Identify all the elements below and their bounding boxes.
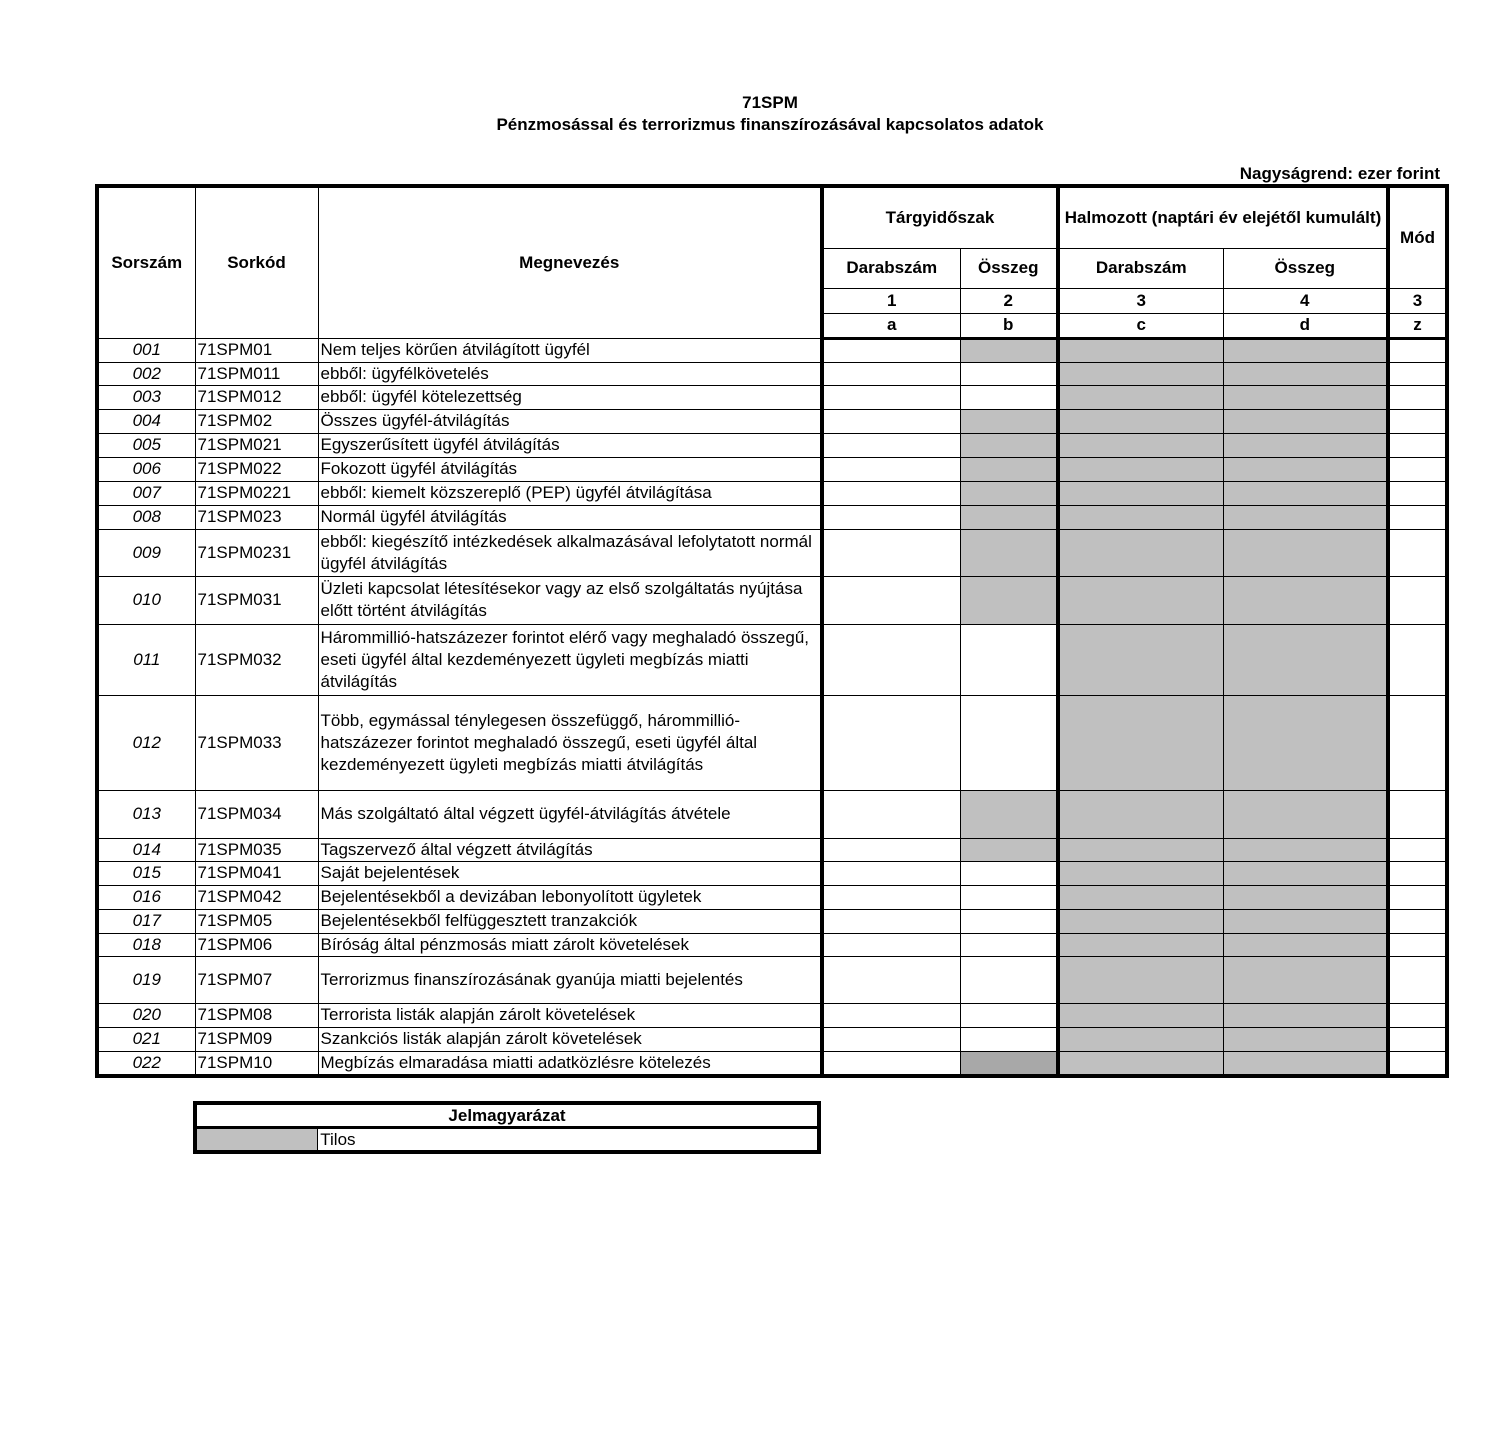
cell-halm-darabszam: [1058, 385, 1223, 409]
cell-targy-darabszam[interactable]: [822, 1051, 960, 1076]
row-name: Bejelentésekből felfüggesztett tranzakciók: [318, 909, 822, 933]
table-row: [97, 433, 1447, 457]
table-row: [97, 529, 1447, 576]
row-code: 71SPM06: [195, 933, 318, 956]
cell-mod[interactable]: [1388, 838, 1447, 861]
cell-halm-darabszam: [1058, 576, 1223, 624]
row-number: 016: [97, 885, 195, 909]
cell-targy-osszeg[interactable]: [960, 956, 1058, 1003]
cell-halm-darabszam: [1058, 1027, 1223, 1051]
row-name: Bejelentésekből a devizában lebonyolított ügyletek: [318, 885, 822, 909]
row-number: 018: [97, 933, 195, 956]
col-header-targyidoszak: Tárgyidőszak: [822, 186, 1058, 248]
cell-mod[interactable]: [1388, 529, 1447, 576]
col-index: 3: [1388, 288, 1447, 313]
unit-note: Nagyságrend: ezer forint: [1239, 164, 1440, 183]
row-number: 006: [97, 457, 195, 481]
cell-halm-osszeg: [1223, 576, 1388, 624]
cell-halm-osszeg: [1223, 1003, 1388, 1027]
row-code: 71SPM05: [195, 909, 318, 933]
row-number: 003: [97, 385, 195, 409]
row-name: Nem teljes körűen átvilágított ügyfél: [318, 338, 822, 362]
row-code: 71SPM07: [195, 956, 318, 1003]
row-name: Fokozott ügyfél átvilágítás: [318, 457, 822, 481]
table-row: [97, 362, 1447, 385]
table-row: [97, 409, 1447, 433]
row-number: 007: [97, 481, 195, 505]
row-name: Saját bejelentések: [318, 861, 822, 885]
legend-title: Jelmagyarázat: [195, 1103, 819, 1128]
row-name: Egyszerűsített ügyfél átvilágítás: [318, 433, 822, 457]
row-code: 71SPM10: [195, 1051, 318, 1076]
report-body: [97, 338, 1447, 1076]
cell-targy-osszeg: [960, 529, 1058, 576]
cell-halm-osszeg: [1223, 338, 1388, 362]
cell-targy-osszeg: [960, 790, 1058, 838]
cell-halm-osszeg: [1223, 909, 1388, 933]
cell-mod[interactable]: [1388, 909, 1447, 933]
cell-targy-darabszam[interactable]: [822, 885, 960, 909]
legend-table: [193, 1101, 821, 1154]
row-number: 012: [97, 695, 195, 790]
cell-halm-osszeg: [1223, 790, 1388, 838]
cell-halm-osszeg: [1223, 1027, 1388, 1051]
cell-targy-osszeg[interactable]: [960, 695, 1058, 790]
row-code: 71SPM01: [195, 338, 318, 362]
cell-mod[interactable]: [1388, 362, 1447, 385]
cell-targy-osszeg[interactable]: [960, 861, 1058, 885]
cell-halm-osszeg: [1223, 362, 1388, 385]
cell-targy-osszeg[interactable]: [960, 933, 1058, 956]
cell-halm-darabszam: [1058, 861, 1223, 885]
cell-halm-osszeg: [1223, 933, 1388, 956]
col-header-sorszam: Sorszám: [97, 186, 195, 338]
cell-halm-darabszam: [1058, 838, 1223, 861]
table-row: [97, 1003, 1447, 1027]
cell-mod[interactable]: [1388, 956, 1447, 1003]
row-name: Normál ügyfél átvilágítás: [318, 505, 822, 529]
table-row: [97, 576, 1447, 624]
row-code: 71SPM041: [195, 861, 318, 885]
cell-targy-osszeg: [960, 838, 1058, 861]
cell-targy-darabszam[interactable]: [822, 695, 960, 790]
report-table: [95, 184, 1449, 1078]
row-code: 71SPM042: [195, 885, 318, 909]
cell-halm-darabszam: [1058, 433, 1223, 457]
cell-targy-darabszam[interactable]: [822, 362, 960, 385]
row-number: 019: [97, 956, 195, 1003]
row-number: 015: [97, 861, 195, 885]
cell-targy-osszeg: [960, 338, 1058, 362]
col-header-halmozott: Halmozott (naptári év elejétől kumulált): [1058, 186, 1388, 248]
cell-halm-osszeg: [1223, 481, 1388, 505]
cell-halm-osszeg: [1223, 385, 1388, 409]
table-row: [97, 505, 1447, 529]
col-header-darabszam-1: Darabszám: [822, 248, 960, 288]
row-code: 71SPM08: [195, 1003, 318, 1027]
cell-halm-osszeg: [1223, 409, 1388, 433]
cell-halm-darabszam: [1058, 695, 1223, 790]
cell-targy-darabszam[interactable]: [822, 861, 960, 885]
cell-targy-osszeg[interactable]: [960, 909, 1058, 933]
cell-targy-darabszam[interactable]: [822, 933, 960, 956]
cell-targy-osszeg: [960, 481, 1058, 505]
cell-halm-osszeg: [1223, 624, 1388, 695]
cell-targy-osszeg: [960, 457, 1058, 481]
cell-mod[interactable]: [1388, 385, 1447, 409]
cell-halm-osszeg: [1223, 433, 1388, 457]
cell-targy-osszeg: [960, 505, 1058, 529]
cell-targy-osszeg[interactable]: [960, 885, 1058, 909]
cell-halm-osszeg: [1223, 695, 1388, 790]
cell-targy-darabszam[interactable]: [822, 385, 960, 409]
col-letter: b: [960, 313, 1058, 338]
cell-mod[interactable]: [1388, 790, 1447, 838]
cell-halm-darabszam: [1058, 885, 1223, 909]
row-code: 71SPM0231: [195, 529, 318, 576]
cell-targy-osszeg: [960, 1051, 1058, 1076]
table-row: [97, 909, 1447, 933]
cell-mod[interactable]: [1388, 885, 1447, 909]
cell-mod[interactable]: [1388, 433, 1447, 457]
cell-mod[interactable]: [1388, 1051, 1447, 1076]
cell-targy-osszeg[interactable]: [960, 362, 1058, 385]
col-header-darabszam-2: Darabszám: [1058, 248, 1223, 288]
legend-forbidden-label: Tilos: [318, 1128, 819, 1153]
form-title: Pénzmosással és terrorizmus finanszírozásával kapcsolatos adatok: [496, 115, 1044, 134]
cell-halm-darabszam: [1058, 1051, 1223, 1076]
row-name: Szankciós listák alapján zárolt követelések: [318, 1027, 822, 1051]
cell-halm-darabszam: [1058, 505, 1223, 529]
cell-targy-darabszam[interactable]: [822, 505, 960, 529]
cell-targy-darabszam[interactable]: [822, 529, 960, 576]
cell-halm-osszeg: [1223, 838, 1388, 861]
cell-halm-osszeg: [1223, 956, 1388, 1003]
cell-targy-darabszam[interactable]: [822, 956, 960, 1003]
table-row: [97, 1027, 1447, 1051]
row-name: Üzleti kapcsolat létesítésekor vagy az első szolgáltatás nyújtása előtt történt átvilágítás: [318, 576, 822, 624]
cell-targy-osszeg[interactable]: [960, 624, 1058, 695]
row-number: 002: [97, 362, 195, 385]
row-code: 71SPM023: [195, 505, 318, 529]
cell-targy-osszeg: [960, 433, 1058, 457]
row-number: 008: [97, 505, 195, 529]
col-header-mod: Mód: [1388, 186, 1447, 288]
row-name: Terrorizmus finanszírozásának gyanúja miatti bejelentés: [318, 956, 822, 1003]
row-number: 020: [97, 1003, 195, 1027]
cell-halm-osszeg: [1223, 885, 1388, 909]
cell-targy-darabszam[interactable]: [822, 481, 960, 505]
row-code: 71SPM022: [195, 457, 318, 481]
cell-halm-darabszam: [1058, 457, 1223, 481]
cell-halm-darabszam: [1058, 624, 1223, 695]
cell-halm-darabszam: [1058, 529, 1223, 576]
cell-targy-osszeg[interactable]: [960, 385, 1058, 409]
cell-halm-osszeg: [1223, 529, 1388, 576]
table-row: [97, 385, 1447, 409]
table-row: [97, 956, 1447, 1003]
col-header-osszeg-1: Összeg: [960, 248, 1058, 288]
cell-targy-osszeg: [960, 576, 1058, 624]
cell-mod[interactable]: [1388, 933, 1447, 956]
cell-targy-darabszam[interactable]: [822, 909, 960, 933]
cell-halm-darabszam: [1058, 956, 1223, 1003]
cell-halm-osszeg: [1223, 457, 1388, 481]
col-letter: z: [1388, 313, 1447, 338]
row-code: 71SPM021: [195, 433, 318, 457]
row-number: 005: [97, 433, 195, 457]
cell-mod[interactable]: [1388, 505, 1447, 529]
col-header-osszeg-2: Összeg: [1223, 248, 1388, 288]
col-index: 3: [1058, 288, 1223, 313]
row-number: 011: [97, 624, 195, 695]
row-name: Más szolgáltató által végzett ügyfél-átvilágítás átvétele: [318, 790, 822, 838]
row-name: Összes ügyfél-átvilágítás: [318, 409, 822, 433]
cell-mod[interactable]: [1388, 457, 1447, 481]
row-name: Hárommillió-hatszázezer forintot elérő vagy meghaladó összegű, eseti ügyfél által kezdeményezett ügyleti megbízás miatti átvilágítás: [318, 624, 822, 695]
row-name: ebből: kiemelt közszereplő (PEP) ügyfél átvilágítása: [318, 481, 822, 505]
table-row: [97, 457, 1447, 481]
row-code: 71SPM035: [195, 838, 318, 861]
row-code: 71SPM031: [195, 576, 318, 624]
cell-targy-darabszam[interactable]: [822, 409, 960, 433]
col-index: 2: [960, 288, 1058, 313]
cell-mod[interactable]: [1388, 409, 1447, 433]
cell-targy-darabszam[interactable]: [822, 433, 960, 457]
col-header-sorkod: Sorkód: [195, 186, 318, 338]
row-name: Megbízás elmaradása miatti adatközlésre kötelezés: [318, 1051, 822, 1076]
cell-halm-darabszam: [1058, 933, 1223, 956]
col-letter: c: [1058, 313, 1223, 338]
cell-halm-darabszam: [1058, 338, 1223, 362]
row-code: 71SPM032: [195, 624, 318, 695]
row-number: 021: [97, 1027, 195, 1051]
cell-mod[interactable]: [1388, 576, 1447, 624]
table-row: [97, 695, 1447, 790]
title-block: [95, 92, 1445, 136]
table-row: [97, 338, 1447, 362]
cell-targy-osszeg[interactable]: [960, 1003, 1058, 1027]
cell-halm-darabszam: [1058, 481, 1223, 505]
cell-targy-darabszam[interactable]: [822, 338, 960, 362]
cell-mod[interactable]: [1388, 695, 1447, 790]
cell-mod[interactable]: [1388, 624, 1447, 695]
table-row: [97, 933, 1447, 956]
row-number: 017: [97, 909, 195, 933]
cell-targy-darabszam[interactable]: [822, 576, 960, 624]
cell-halm-darabszam: [1058, 1003, 1223, 1027]
cell-mod[interactable]: [1388, 1027, 1447, 1051]
row-number: 014: [97, 838, 195, 861]
cell-mod[interactable]: [1388, 338, 1447, 362]
row-code: 71SPM02: [195, 409, 318, 433]
col-letter: a: [822, 313, 960, 338]
form-code: 71SPM: [742, 93, 798, 112]
table-row: [97, 790, 1447, 838]
table-row: [97, 861, 1447, 885]
legend-forbidden-swatch: [195, 1128, 318, 1153]
table-row: [97, 885, 1447, 909]
row-name: ebből: ügyfélkövetelés: [318, 362, 822, 385]
row-code: 71SPM012: [195, 385, 318, 409]
row-code: 71SPM0221: [195, 481, 318, 505]
cell-mod[interactable]: [1388, 481, 1447, 505]
row-name: Terrorista listák alapján zárolt követelések: [318, 1003, 822, 1027]
row-code: 71SPM033: [195, 695, 318, 790]
cell-halm-osszeg: [1223, 505, 1388, 529]
row-code: 71SPM09: [195, 1027, 318, 1051]
cell-targy-darabszam[interactable]: [822, 838, 960, 861]
row-number: 004: [97, 409, 195, 433]
cell-targy-darabszam[interactable]: [822, 624, 960, 695]
row-number: 022: [97, 1051, 195, 1076]
row-name: Több, egymással ténylegesen összefüggő, hárommillió-hatszázezer forintot meghaladó összegű, eseti ügyfél által kezdeményezett ügyleti megbízás miatti átvilágítás: [318, 695, 822, 790]
cell-targy-osszeg: [960, 409, 1058, 433]
row-name: Bíróság által pénzmosás miatt zárolt követelések: [318, 933, 822, 956]
col-header-megnevezes: Megnevezés: [318, 186, 822, 338]
row-name: ebből: ügyfél kötelezettség: [318, 385, 822, 409]
table-row: [97, 838, 1447, 861]
cell-halm-darabszam: [1058, 909, 1223, 933]
cell-targy-darabszam[interactable]: [822, 1027, 960, 1051]
row-name: ebből: kiegészítő intézkedések alkalmazásával lefolytatott normál ügyfél átvilágítás: [318, 529, 822, 576]
cell-targy-darabszam[interactable]: [822, 1003, 960, 1027]
cell-halm-darabszam: [1058, 409, 1223, 433]
row-number: 010: [97, 576, 195, 624]
row-number: 013: [97, 790, 195, 838]
cell-halm-darabszam: [1058, 790, 1223, 838]
col-letter: d: [1223, 313, 1388, 338]
cell-targy-darabszam[interactable]: [822, 790, 960, 838]
table-row: [97, 481, 1447, 505]
table-row: [97, 1051, 1447, 1076]
row-name: Tagszervező által végzett átvilágítás: [318, 838, 822, 861]
cell-halm-osszeg: [1223, 861, 1388, 885]
cell-halm-osszeg: [1223, 1051, 1388, 1076]
cell-mod[interactable]: [1388, 861, 1447, 885]
cell-mod[interactable]: [1388, 1003, 1447, 1027]
cell-targy-darabszam[interactable]: [822, 457, 960, 481]
row-code: 71SPM011: [195, 362, 318, 385]
row-number: 001: [97, 338, 195, 362]
table-row: [97, 624, 1447, 695]
cell-halm-darabszam: [1058, 362, 1223, 385]
col-index: 4: [1223, 288, 1388, 313]
col-index: 1: [822, 288, 960, 313]
row-number: 009: [97, 529, 195, 576]
cell-targy-osszeg[interactable]: [960, 1027, 1058, 1051]
row-code: 71SPM034: [195, 790, 318, 838]
